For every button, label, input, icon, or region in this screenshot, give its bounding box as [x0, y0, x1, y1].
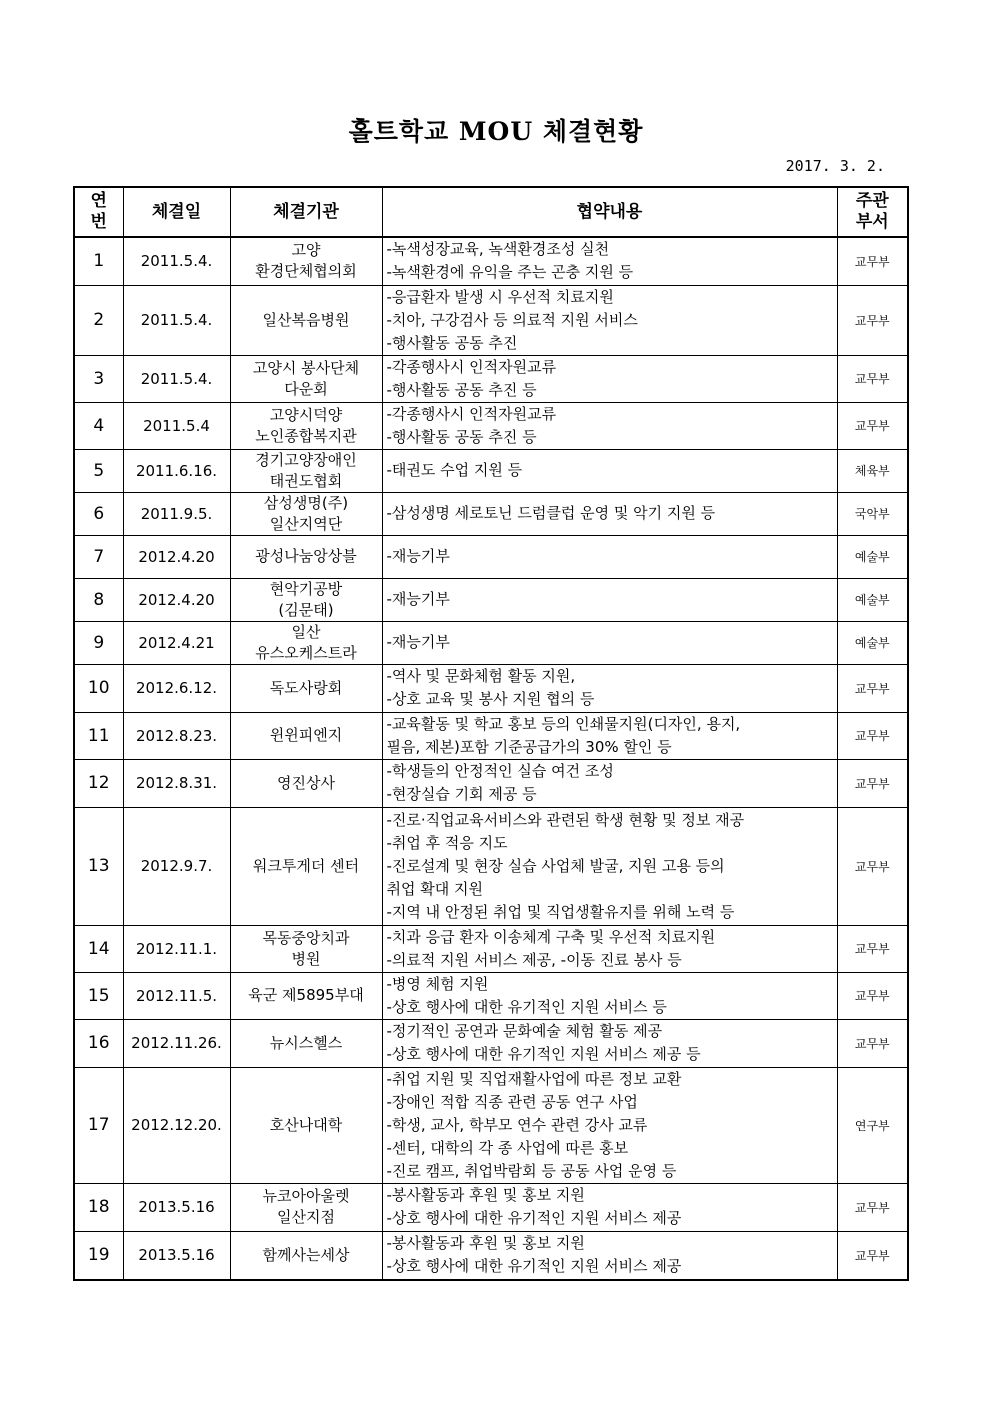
partner-org [230, 578, 382, 621]
agreement-content [382, 712, 837, 759]
row-number: 3 [74, 355, 123, 402]
header-no-line: 번 [90, 212, 107, 232]
partner-org-line: (김문태) [278, 600, 334, 619]
department: 교무부 [837, 807, 908, 925]
table-row [74, 355, 908, 402]
partner-org [230, 1183, 382, 1231]
agreement-content-line: -삼성생명 세로토닌 드럼클럽 운영 및 악기 지원 등 [386, 504, 716, 522]
partner-org-line: 호산나대학 [269, 1115, 343, 1134]
partner-org-line: 육군 제5895부대 [248, 986, 364, 1004]
agreement-content-line: -행사활동 공동 추진 등 [386, 427, 537, 446]
agreement-content-line: -녹색성장교육, 녹색환경조성 실천 [386, 240, 610, 259]
row-number: 18 [74, 1183, 123, 1231]
agreement-content-line: 필음, 제본)포함 기준공급가의 30% 할인 등 [386, 737, 672, 756]
agreement-date: 2012.4.21 [123, 621, 230, 664]
partner-org [230, 355, 382, 402]
partner-org-line: 일산지점 [277, 1208, 335, 1226]
row-number: 11 [74, 712, 123, 759]
agreement-content [382, 1231, 837, 1280]
partner-org-line: 노인종합복지관 [255, 426, 357, 445]
document-date: 2017. 3. 2. [785, 157, 885, 175]
row-number: 10 [74, 664, 123, 712]
agreement-date: 2012.8.23. [123, 712, 230, 759]
row-number: 1 [74, 237, 123, 285]
department: 교무부 [837, 712, 908, 759]
partner-org-line: 영진상사 [277, 773, 335, 792]
agreement-content [382, 285, 837, 355]
department: 예술부 [837, 621, 908, 664]
row-number: 5 [74, 449, 123, 492]
table-row [74, 759, 908, 807]
header-content: 협약내용 [382, 187, 837, 237]
agreement-content-line: -역사 및 문화체험 활동 지원, [386, 667, 576, 685]
partner-org-line: 유스오케스트라 [255, 643, 357, 662]
agreement-content [382, 402, 837, 449]
header-no-line: 연 [90, 191, 107, 211]
agreement-date: 2012.4.20 [123, 578, 230, 621]
partner-org-line: 일산지역단 [269, 514, 343, 533]
department: 교무부 [837, 925, 908, 972]
agreement-content [382, 578, 837, 621]
row-number: 19 [74, 1231, 123, 1280]
row-number: 15 [74, 972, 123, 1019]
partner-org-line: 윈윈피엔지 [269, 726, 343, 744]
partner-org [230, 237, 382, 285]
header-dept-line: 주관 [855, 191, 889, 211]
agreement-content-line: -녹색환경에 유익을 주는 곤충 지원 등 [386, 263, 634, 282]
table-row [74, 972, 908, 1019]
agreement-content [382, 492, 837, 535]
agreement-content-line: -행사활동 공동 추진 등 [386, 380, 537, 399]
partner-org [230, 402, 382, 449]
agreement-content-line: 취업 확대 지원 [386, 879, 483, 898]
table-row [74, 578, 908, 621]
partner-org [230, 1231, 382, 1280]
partner-org [230, 1067, 382, 1183]
table-row [74, 1067, 908, 1183]
agreement-date: 2012.9.7. [123, 807, 230, 925]
agreement-content [382, 759, 837, 807]
partner-org-line: 병원 [291, 949, 321, 968]
agreement-content-line: -센터, 대학의 각 종 사업에 따른 홍보 [386, 1138, 629, 1157]
partner-org-line: 삼성생명(주) [263, 493, 349, 512]
partner-org-line: 독도사랑회 [269, 678, 343, 697]
department: 예술부 [837, 535, 908, 578]
department: 교무부 [837, 1019, 908, 1067]
header-org: 체결기관 [230, 187, 382, 237]
agreement-date: 2011.5.4. [123, 237, 230, 285]
partner-org [230, 535, 382, 578]
agreement-content-line: -태권도 수업 지원 등 [386, 461, 523, 479]
agreement-date: 2011.5.4. [123, 355, 230, 402]
agreement-content [382, 1183, 837, 1231]
table-row [74, 237, 908, 285]
row-number: 13 [74, 807, 123, 925]
mou-table [73, 186, 909, 1281]
agreement-content-line: -상호 행사에 대한 유기적인 지원 서비스 제공 [386, 1209, 682, 1227]
department: 교무부 [837, 355, 908, 402]
row-number: 14 [74, 925, 123, 972]
table-header-row [74, 187, 908, 237]
agreement-content [382, 237, 837, 285]
agreement-content [382, 664, 837, 712]
agreement-content-line: -현장실습 기회 제공 등 [386, 785, 537, 803]
agreement-content-line: -상호 행사에 대한 유기적인 지원 서비스 등 [386, 997, 667, 1016]
agreement-content-line: -상호 교육 및 봉사 지원 협의 등 [386, 690, 595, 708]
agreement-content-line: -각종행사시 인적자원교류 [386, 357, 557, 376]
agreement-date: 2011.5.4 [123, 402, 230, 449]
agreement-date: 2011.6.16. [123, 449, 230, 492]
partner-org-line: 일산 [291, 622, 321, 641]
agreement-content [382, 355, 837, 402]
partner-org-line: 고양시덕양 [269, 405, 343, 424]
agreement-date: 2012.8.31. [123, 759, 230, 807]
partner-org [230, 712, 382, 759]
table-row [74, 285, 908, 355]
table-row [74, 712, 908, 759]
row-number: 6 [74, 492, 123, 535]
department: 체육부 [837, 449, 908, 492]
partner-org-line: 일산복음병원 [262, 310, 350, 329]
row-number: 7 [74, 535, 123, 578]
table-row [74, 807, 908, 925]
department: 교무부 [837, 972, 908, 1019]
table-row [74, 664, 908, 712]
row-number: 9 [74, 621, 123, 664]
agreement-date: 2012.11.1. [123, 925, 230, 972]
header-no [74, 187, 123, 237]
agreement-content-line: -치과 응급 환자 이송체계 구축 및 우선적 치료지원 [386, 927, 716, 946]
header-dept [837, 187, 908, 237]
table-row [74, 449, 908, 492]
department: 연구부 [837, 1067, 908, 1183]
agreement-content-line: -재능기부 [386, 547, 450, 565]
partner-org-line: 광성나눔앙상블 [255, 547, 357, 565]
agreement-content [382, 1067, 837, 1183]
agreement-content-line: -봉사활동과 후원 및 홍보 지원 [386, 1234, 585, 1253]
partner-org-line: 환경단체협의회 [255, 262, 357, 281]
agreement-date: 2012.6.12. [123, 664, 230, 712]
partner-org [230, 449, 382, 492]
partner-org [230, 972, 382, 1019]
department: 교무부 [837, 1231, 908, 1280]
agreement-date: 2012.4.20 [123, 535, 230, 578]
partner-org-line: 목동중앙치과 [262, 928, 350, 947]
agreement-content-line: -각종행사시 인적자원교류 [386, 404, 557, 423]
agreement-content-line: -취업 지원 및 직업재활사업에 따른 정보 교환 [386, 1069, 682, 1088]
page-title: 홀트학교 MOU 체결현황 [348, 117, 644, 146]
row-number: 4 [74, 402, 123, 449]
table-row [74, 621, 908, 664]
agreement-content-line: -행사활동 공동 추진 [386, 333, 518, 352]
partner-org-line: 뉴코아아울렛 [262, 1187, 350, 1205]
partner-org [230, 285, 382, 355]
partner-org-line: 고양 [291, 241, 321, 260]
agreement-content-line: -재능기부 [386, 633, 450, 651]
table-row [74, 1231, 908, 1280]
agreement-content-line: -진로설계 및 현장 실습 사업체 발굴, 지원 고용 등의 [386, 856, 725, 875]
agreement-content [382, 535, 837, 578]
table-row [74, 535, 908, 578]
partner-org-line: 고양시 봉사단체 [252, 358, 360, 377]
row-number: 12 [74, 759, 123, 807]
agreement-content-line: -진로 캠프, 취업박람회 등 공동 사업 운영 등 [386, 1161, 677, 1180]
row-number: 8 [74, 578, 123, 621]
row-number: 17 [74, 1067, 123, 1183]
agreement-date: 2013.5.16 [123, 1183, 230, 1231]
partner-org-line: 워크투게더 센터 [252, 856, 360, 875]
agreement-content-line: -지역 내 안정된 취업 및 직업생활유지를 위해 노력 등 [386, 902, 735, 921]
department: 교무부 [837, 237, 908, 285]
agreement-content-line: -정기적인 공연과 문화예술 체험 활동 제공 [386, 1022, 663, 1040]
agreement-content-line: -응급환자 발생 시 우선적 치료지원 [386, 287, 614, 306]
agreement-content-line: -치아, 구강검사 등 의료적 지원 서비스 [386, 310, 638, 329]
agreement-date: 2012.12.20. [123, 1067, 230, 1183]
partner-org-line: 경기고양장애인 [255, 450, 357, 469]
agreement-content [382, 972, 837, 1019]
department: 교무부 [837, 664, 908, 712]
agreement-content-line: -상호 행사에 대한 유기적인 지원 서비스 제공 등 [386, 1045, 701, 1063]
department: 교무부 [837, 759, 908, 807]
partner-org [230, 621, 382, 664]
table-row [74, 925, 908, 972]
agreement-content-line: -학생, 교사, 학부모 연수 관련 강사 교류 [386, 1115, 648, 1134]
partner-org-line: 뉴시스헬스 [269, 1033, 343, 1052]
agreement-content-line: -병영 체험 지원 [386, 974, 489, 993]
table-row [74, 402, 908, 449]
department: 예술부 [837, 578, 908, 621]
agreement-content-line: -진로·직업교육서비스와 관련된 학생 현황 및 정보 재공 [386, 810, 745, 829]
agreement-content-line: -의료적 지원 서비스 제공, -이동 진료 봉사 등 [386, 950, 682, 969]
partner-org [230, 664, 382, 712]
table-body [74, 237, 908, 1280]
partner-org [230, 925, 382, 972]
partner-org-line: 다운회 [284, 379, 328, 398]
table-row [74, 1019, 908, 1067]
partner-org [230, 759, 382, 807]
header-dept-line: 부서 [855, 212, 889, 232]
partner-org-line: 태권도협회 [269, 471, 343, 490]
department: 교무부 [837, 1183, 908, 1231]
agreement-date: 2012.11.26. [123, 1019, 230, 1067]
agreement-content [382, 807, 837, 925]
row-number: 2 [74, 285, 123, 355]
header-date: 체결일 [123, 187, 230, 237]
agreement-content-line: -장애인 적합 직종 관련 공동 연구 사업 [386, 1092, 638, 1111]
agreement-content [382, 1019, 837, 1067]
department: 국악부 [837, 492, 908, 535]
agreement-content-line: -봉사활동과 후원 및 홍보 지원 [386, 1186, 585, 1204]
agreement-content [382, 925, 837, 972]
agreement-content [382, 621, 837, 664]
partner-org [230, 807, 382, 925]
agreement-content-line: -교육활동 및 학교 홍보 등의 인쇄물지원(디자인, 용지, [386, 714, 741, 733]
table-row [74, 492, 908, 535]
partner-org-line: 함께사는세상 [262, 1245, 350, 1264]
row-number: 16 [74, 1019, 123, 1067]
department: 교무부 [837, 285, 908, 355]
agreement-content-line: -취업 후 적응 지도 [386, 833, 508, 852]
partner-org-line: 현악기공방 [269, 579, 343, 598]
agreement-date: 2011.5.4. [123, 285, 230, 355]
agreement-content-line: -상호 행사에 대한 유기적인 지원 서비스 제공 [386, 1257, 682, 1276]
agreement-date: 2013.5.16 [123, 1231, 230, 1280]
agreement-date: 2011.9.5. [123, 492, 230, 535]
agreement-content-line: -재능기부 [386, 590, 450, 608]
table-row [74, 1183, 908, 1231]
agreement-content [382, 449, 837, 492]
partner-org [230, 1019, 382, 1067]
agreement-content-line: -학생들의 안정적인 실습 여건 조성 [386, 762, 614, 780]
department: 교무부 [837, 402, 908, 449]
partner-org [230, 492, 382, 535]
agreement-date: 2012.11.5. [123, 972, 230, 1019]
